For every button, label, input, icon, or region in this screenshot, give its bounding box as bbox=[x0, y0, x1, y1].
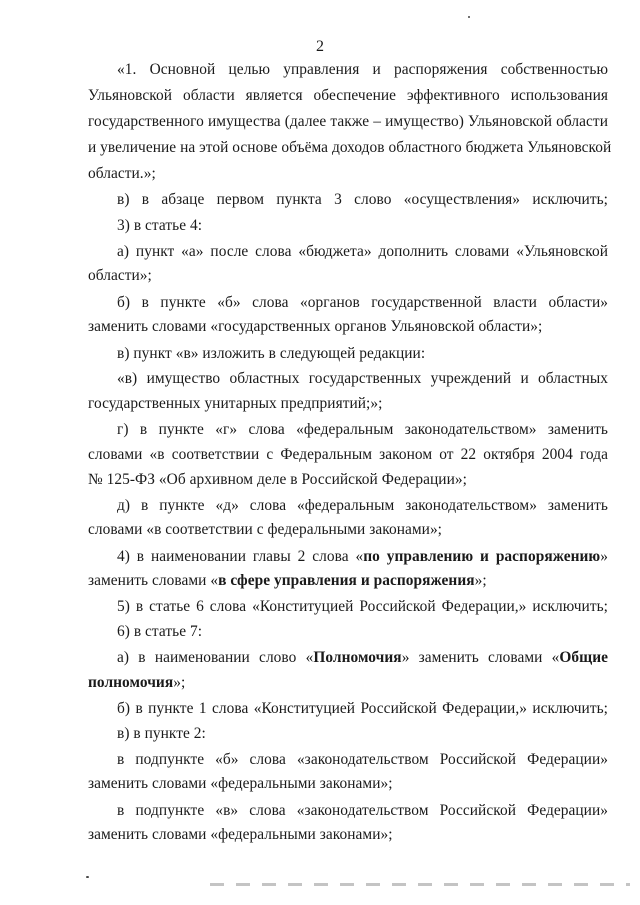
text-line: 3) в статье 4: bbox=[117, 217, 203, 234]
text-line: и увеличение на этой основе объёма доходов областного бюджета Ульяновской bbox=[88, 139, 612, 156]
text-line: «в) имущество областных государственных учреждений и областных bbox=[117, 370, 608, 387]
text-line bbox=[117, 547, 608, 567]
text-line bbox=[88, 673, 608, 693]
text-span: а) в наименовании слово « bbox=[117, 649, 314, 666]
text-line: г) в пункте «г» слова «федеральным законодательством» заменить bbox=[117, 421, 608, 438]
text-line: «1. Основной целью управления и распоряжения собственностью bbox=[117, 61, 608, 78]
text-span: » заменить словами « bbox=[401, 649, 560, 666]
text-span: 4) в наименовании главы 2 слова « bbox=[117, 548, 364, 565]
text-line: области.»; bbox=[88, 165, 156, 182]
text-line: в подпункте «б» слова «законодательством Российской Федерации» bbox=[117, 751, 608, 768]
bold-text: в сфере управления и распоряжения bbox=[218, 572, 475, 589]
text-line: заменить словами «федеральными законами»; bbox=[88, 826, 393, 843]
cut-off-text-line bbox=[210, 883, 630, 886]
scan-speck bbox=[468, 16, 470, 18]
text-line: б) в пункте 1 слова «Конституцией Российской Федерации,» исключить; bbox=[117, 700, 608, 717]
text-line: области»; bbox=[88, 267, 152, 284]
text-line: в) в абзаце первом пункта 3 слово «осуществления» исключить; bbox=[117, 191, 608, 208]
text-span: »; bbox=[173, 674, 186, 691]
bold-text: по управлению и распоряжению bbox=[363, 548, 601, 565]
text-line: д) в пункте «д» слова «федеральным законодательством» заменить bbox=[117, 497, 608, 514]
text-line: государственного имущества (далее также – имущество) Ульяновской области bbox=[88, 113, 608, 130]
page-number: 2 bbox=[316, 38, 324, 55]
text-line: Ульяновской области является обеспечение эффективного использования bbox=[88, 87, 608, 104]
text-line: а) пункт «а» после слова «бюджета» дополнить словами «Ульяновской bbox=[117, 243, 608, 260]
text-span: »; bbox=[474, 572, 487, 589]
text-line bbox=[88, 571, 608, 591]
text-line: в) пункт «в» изложить в следующей редакции: bbox=[117, 345, 426, 362]
text-line: 6) в статье 7: bbox=[117, 623, 203, 640]
text-line: 5) в статье 6 слова «Конституцией Российской Федерации,» исключить; bbox=[117, 598, 608, 615]
text-line: в подпункте «в» слова «законодательством Российской Федерации» bbox=[117, 802, 608, 819]
text-span: » bbox=[600, 548, 608, 565]
text-line: словами «в соответствии с федеральными законами»; bbox=[88, 521, 443, 538]
text-line: в) в пункте 2: bbox=[117, 725, 206, 742]
text-span: заменить словами « bbox=[88, 572, 219, 589]
text-line bbox=[117, 648, 608, 668]
text-line: государственных унитарных предприятий;»; bbox=[88, 395, 383, 412]
text-line: б) в пункте «б» слова «органов государственной власти области» bbox=[117, 294, 608, 311]
bold-text: Полномочия bbox=[313, 649, 402, 666]
text-line: заменить словами «государственных органов Ульяновской области»; bbox=[88, 318, 543, 335]
scan-speck bbox=[86, 876, 89, 878]
text-line: № 125-ФЗ «Об архивном деле в Российской Федерации»; bbox=[88, 471, 467, 488]
text-line: словами «в соответствии с Федеральным законом от 22 октября 2004 года bbox=[88, 446, 608, 463]
text-line: заменить словами «федеральными законами»; bbox=[88, 775, 393, 792]
bold-text: Общие bbox=[559, 649, 608, 666]
bold-text: полномочия bbox=[88, 674, 174, 691]
